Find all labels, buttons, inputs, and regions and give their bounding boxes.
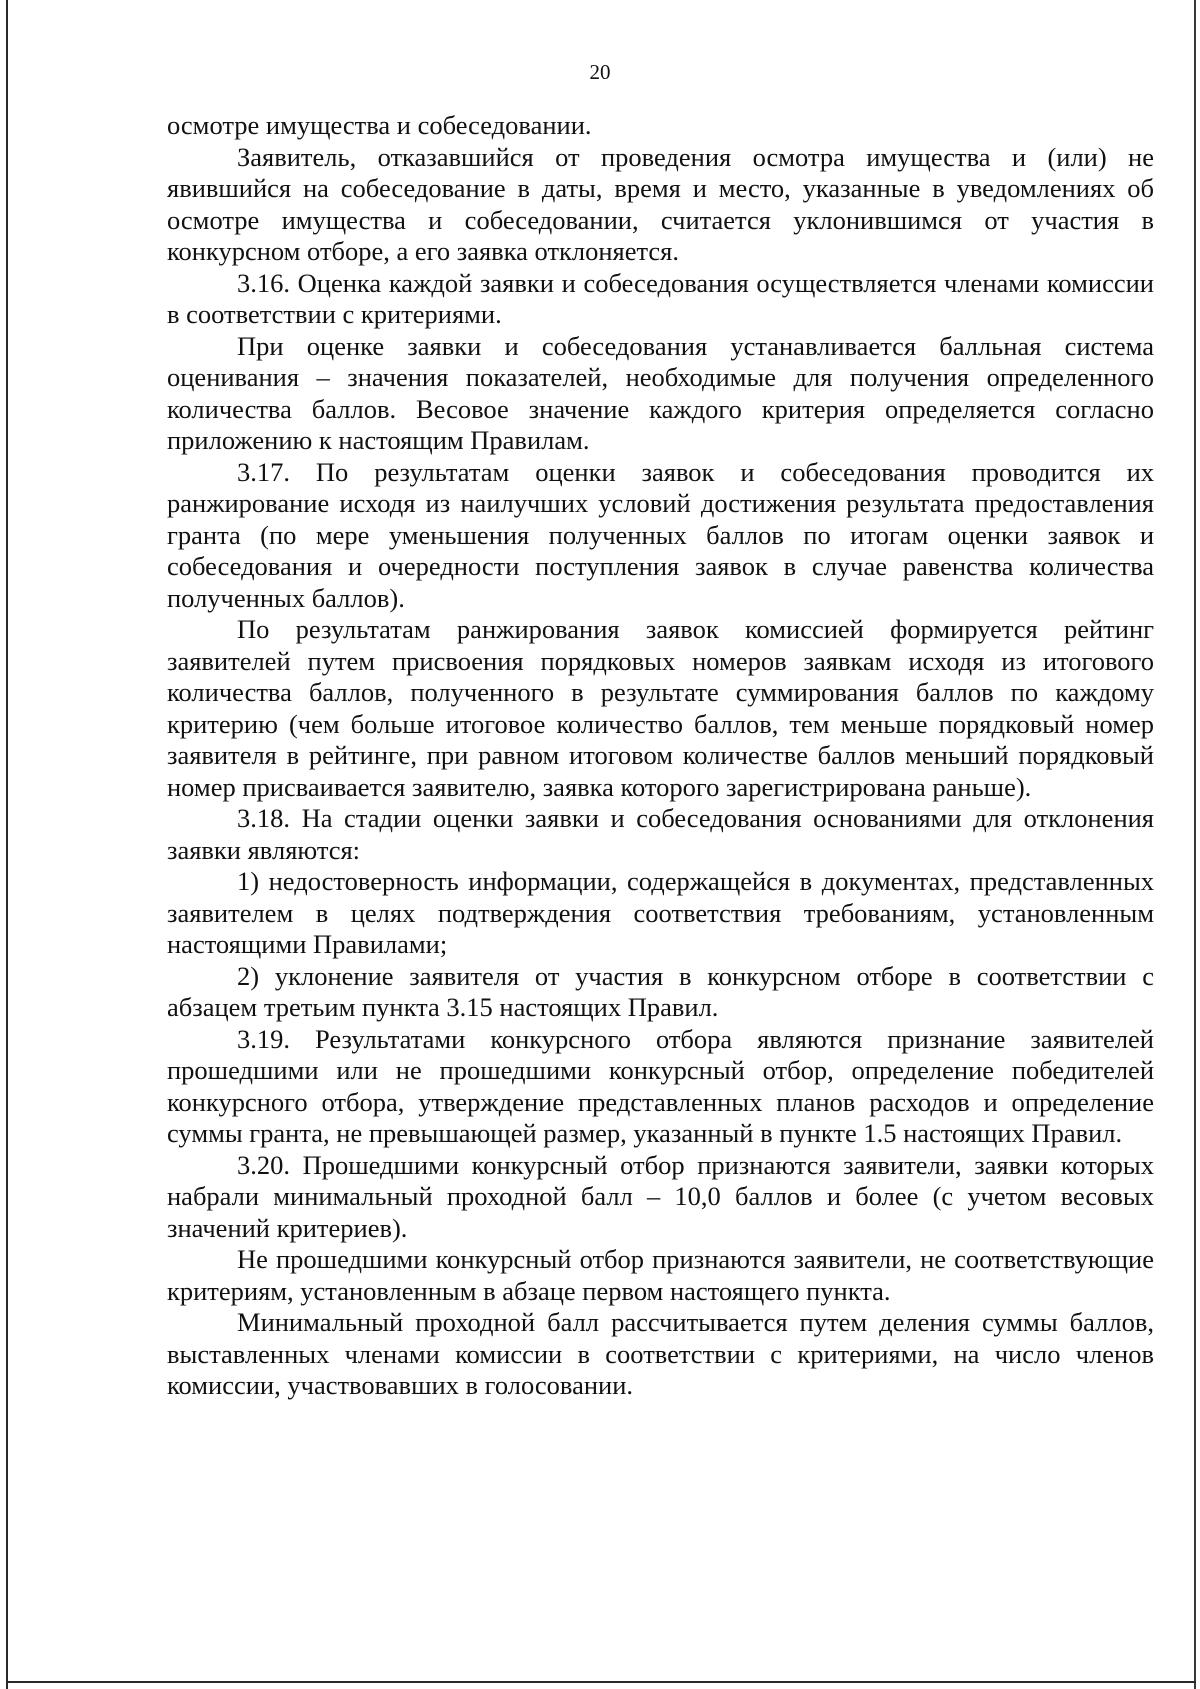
paragraph-3-16: 3.16. Оценка каждой заявки и собеседования осуществляется членами комиссии в соответствии с критериями. bbox=[167, 267, 1154, 329]
paragraph-3-20: 3.20. Прошедшими конкурсный отбор признаются заявители, заявки которых набрали минимальный проходной балл – 10,0 баллов и более (с учетом весовых значений критериев). bbox=[167, 1149, 1154, 1243]
paragraph-not-passed: Не прошедшими конкурсный отбор признаются заявители, не соответствующие критериям, установленным в абзаце первом настоящего пункта. bbox=[167, 1244, 1154, 1306]
page-number: 20 bbox=[589, 60, 611, 84]
paragraph-3-19: 3.19. Результатами конкурсного отбора являются признание заявителей прошедшими или не прошедшими конкурсный отбор, определение победителей конкурсного отбора, утверждение представленных планов расходов и определение суммы гранта, не превышающей размер, указанный в пункте 1.5 настоящих Правил. bbox=[167, 1023, 1154, 1148]
paragraph-refusal-inspection: Заявитель, отказавшийся от проведения осмотра имущества и (или) не явившийся на собеседование в даты, время и место, указанные в уведомлениях об осмотре имущества и собеседовании, считается уклонившимся от участия в конкурсном отборе, а его заявка отклоняется. bbox=[167, 141, 1154, 266]
paragraph-3-18: 3.18. На стадии оценки заявки и собеседования основаниями для отклонения заявки являются: bbox=[167, 803, 1154, 865]
paragraph-continuation: осмотре имущества и собеседовании. bbox=[167, 110, 592, 140]
paragraph-3-17: 3.17. По результатам оценки заявок и собеседования проводится их ранжирование исходя из наилучших условий достижения результата предоставления гранта (по мере уменьшения полученных баллов по итогам оценки заявок и собеседования и очередности поступления заявок в случае равенства количества полученных баллов). bbox=[167, 456, 1154, 613]
scan-border-left bbox=[6, 0, 8, 1689]
paragraph-ranking: По результатам ранжирования заявок комиссией формируется рейтинг заявителей путем присвоения порядковых номеров заявкам исходя из итогового количества баллов, полученного в результате суммирования баллов по каждому критерию (чем больше итоговое количество баллов, тем меньше порядковый номер заявителя в рейтинге, при равном итоговом количестве баллов меньший порядковый номер присваивается заявителю, заявка которого зарегистрирована раньше). bbox=[167, 614, 1154, 802]
scan-border-bottom bbox=[6, 1681, 1196, 1683]
list-item-2: 2) уклонение заявителя от участия в конкурсном отборе в соответствии с абзацем третьим пункта 3.15 настоящих Правил. bbox=[167, 960, 1154, 1022]
paragraph-minimal-score: Минимальный проходной балл рассчитывается путем деления суммы баллов, выставленных членами комиссии в соответствии с критериями, на число членов комиссии, участвовавших в голосовании. bbox=[167, 1307, 1154, 1400]
list-item-1: 1) недостоверность информации, содержащейся в документах, представленных заявителем в целях подтверждения соответствия требованиям, установленным настоящими Правилами; bbox=[167, 866, 1154, 959]
document-body bbox=[167, 110, 1154, 1402]
paragraph-scoring-system: При оценке заявки и собеседования устанавливается балльная система оценивания – значения показателей, необходимые для получения определенного количества баллов. Весовое значение каждого критерия определяется согласно приложению к настоящим Правилам. bbox=[167, 330, 1154, 455]
scan-border-right bbox=[1194, 0, 1196, 1689]
